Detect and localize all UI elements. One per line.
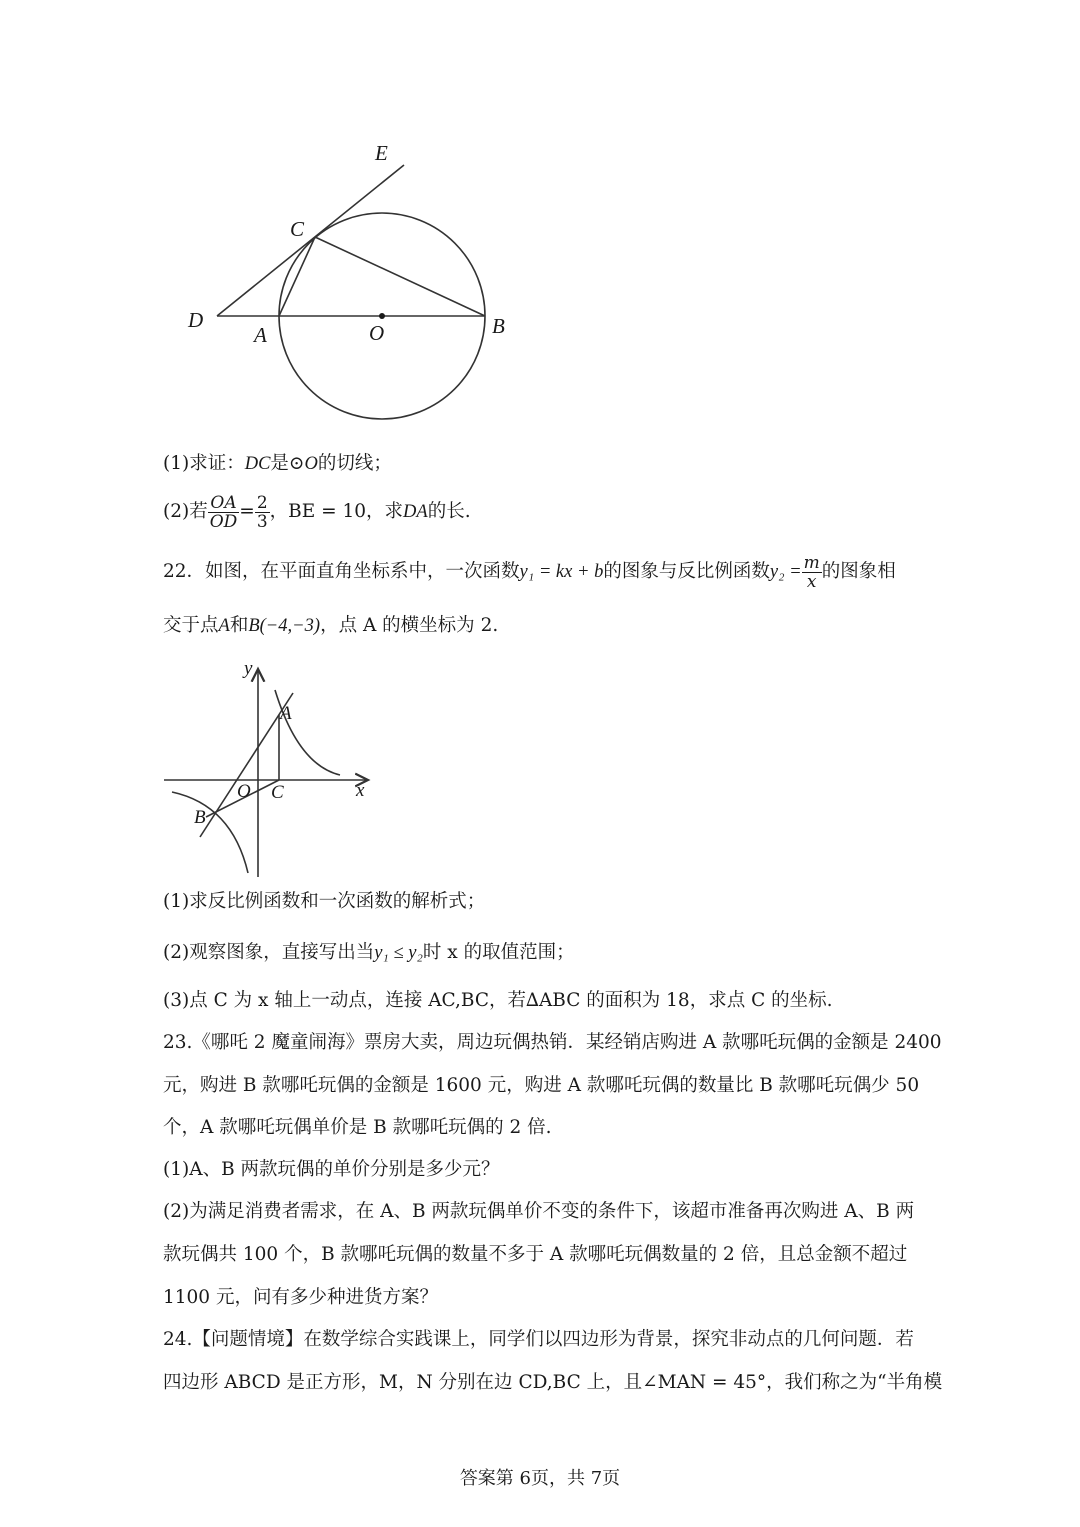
center-point-o [379,313,385,319]
q23-part1: (1)A、B 两款玩偶的单价分别是多少元？ [163,1159,500,1180]
q24-line1: 24.【问题情境】在数学综合实践课上，同学们以四边形为背景，探究非动点的几何问题．若 [163,1329,914,1350]
q23-line3: 个，A 款哪吒玩偶单价是 B 款哪吒玩偶的 2 倍. [163,1117,552,1138]
label-a2: A [280,703,292,724]
line-de [217,165,404,316]
label-o2: O [237,781,251,802]
q22-part3: (3)点 C 为 x 轴上一动点，连接 AC,BC，若∆ABC 的面积为 18，求点 C 的坐标. [163,990,833,1011]
label-a: A [254,323,267,347]
q21-part1: (1)求证：DC是⊙O的切线； [163,453,392,474]
q22-line1: 22．如图，在平面直角坐标系中，一次函数y₁ = kx + b的图象与反比例函数y₂ = $\frac{m}{x}$ 的图象相 [163,552,896,592]
page-footer: 答案第 6页，共 7页 [459,1468,621,1489]
q23-part2-line2: 款玩偶共 100 个，B 款哪吒玩偶的数量不多于 A 款哪吒玩偶数量的 2 倍，且总金额不超过 [163,1244,908,1265]
q22-part1: (1)求反比例函数和一次函数的解析式； [163,891,486,912]
label-b: B [492,314,505,338]
label-b2: B [194,807,206,828]
label-y: y [244,658,253,679]
q23-part2-line3: 1100 元，问有多少种进货方案？ [163,1287,438,1308]
value-fraction: $\frac{2}{3}$ [256,492,268,532]
q23-line1: 23.《哪吒 2 魔童闹海》票房大卖，周边玩偶热销．某经销店购进 A 款哪吒玩偶的金额是 2400 [163,1032,942,1053]
circle-tangent-figure [170,130,540,430]
label-e: E [375,141,388,165]
q24-line2: 四边形 ABCD 是正方形，M，N 分别在边 CD,BC 上，且∠MAN = 45°，我们称之为“半角模 [163,1372,943,1393]
label-c2: C [271,782,284,803]
ratio-fraction: $\frac{OA}{OD}$ [209,492,238,532]
q22-line2: 交于点A和B(−4,−3)，点 A 的横坐标为 2. [163,615,499,636]
hyperbola-branch-2 [172,792,248,873]
line-ca [279,237,315,316]
label-c: C [290,217,305,241]
q23-line2: 元，购进 B 款哪吒玩偶的金额是 1600 元，购进 A 款哪吒玩偶的数量比 B 款哪吒玩偶少 50 [163,1075,920,1096]
label-x: x [356,780,365,801]
label-o: O [369,321,385,345]
coordinate-figure [160,655,380,885]
q22-part2: (2)观察图象，直接写出当y₁ ≤ y₂时 x 的取值范围； [163,942,575,963]
label-d: D [188,308,204,332]
q21-part2: (2)若 $\frac{OA}{OD}$ = $\frac{2}{3}$ ，BE = 10，求DA的长. [163,492,471,532]
inverse-fraction: $\frac{m}{x}$ [803,552,820,592]
q23-part2-line1: (2)为满足消费者需求，在 A、B 两款玩偶单价不变的条件下，该超市准备再次购进 A、B 两 [163,1201,915,1222]
